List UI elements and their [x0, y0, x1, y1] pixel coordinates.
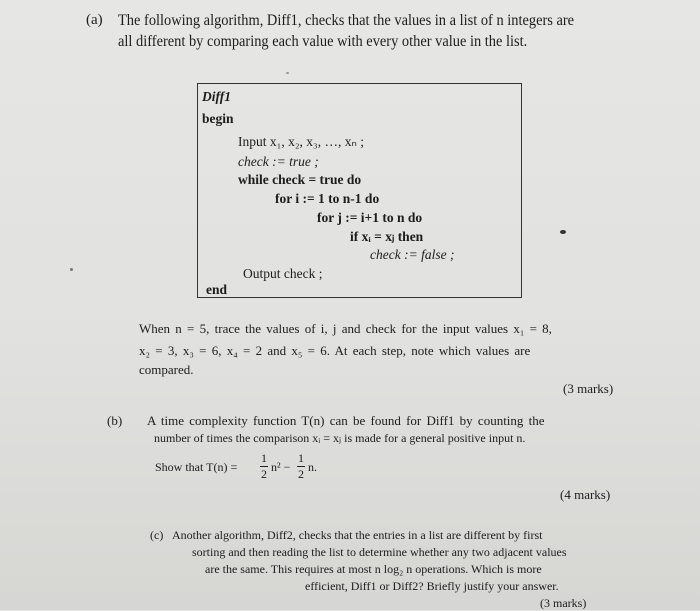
algorithm-line-for-j: for j := i+1 to n do: [317, 210, 423, 225]
part-c-marks: (3 marks): [540, 596, 587, 610]
part-c-label: (c): [150, 528, 164, 542]
algorithm-line-for-i: for i := 1 to n-1 do: [275, 191, 380, 206]
part-b-term2: n.: [308, 460, 317, 474]
fraction-denominator: 2: [261, 467, 267, 481]
trace-line2: x₂ = 3, x₃ = 6, x₄ = 2 and x₅ = 6. At each step, note which values are: [139, 343, 531, 358]
ink-mark: [560, 230, 566, 234]
algorithm-name: Diff1: [202, 89, 231, 104]
part-b-term1: n² −: [271, 460, 291, 474]
algorithm-end: end: [206, 282, 228, 297]
fraction-numerator: 1: [298, 451, 304, 465]
part-a-label: (a): [86, 12, 103, 28]
algorithm-line-input: Input x₁, x₂, x₃, …, xₙ ;: [238, 134, 364, 149]
algorithm-line-check-false: check := false ;: [370, 247, 455, 262]
part-a-intro-line1: The following algorithm, Diff1, checks that the values in a list of n integers are: [118, 12, 575, 29]
part-b-line1: A time complexity function T(n) can be found for Diff1 by counting the: [147, 413, 545, 428]
part-c-line1: Another algorithm, Diff2, checks that the entries in a list are different by first: [172, 528, 543, 542]
algorithm-line-check-init: check := true ;: [238, 154, 319, 169]
trace-line1: When n = 5, trace the values of i, j and check for the input values x₁ = 8,: [139, 321, 552, 336]
ink-mark: [286, 72, 289, 74]
fraction-numerator: 1: [261, 451, 267, 465]
algorithm-begin: begin: [202, 111, 234, 126]
part-a-intro-line2: all different by comparing each value with every other value in the list.: [118, 33, 528, 50]
fraction-one-half-a: [260, 451, 268, 482]
fraction-one-half-b: [297, 451, 305, 482]
part-c-line2: sorting and then reading the list to determine whether any two adjacent values: [192, 545, 567, 559]
algorithm-line-output: Output check ;: [243, 266, 323, 281]
trace-line3: compared.: [139, 362, 194, 377]
part-b-line2: number of times the comparison xᵢ = xⱼ is made for a general positive input n.: [154, 431, 526, 445]
part-b-marks: (4 marks): [560, 487, 611, 502]
part-c-line4: efficient, Diff1 or Diff2? Briefly justify your answer.: [305, 579, 559, 593]
algorithm-line-if: if xᵢ = xⱼ then: [350, 229, 424, 244]
trace-marks: (3 marks): [563, 381, 614, 396]
part-c-line3: are the same. This requires at most n log₂ n operations. Which is more: [205, 562, 542, 576]
fraction-denominator: 2: [298, 467, 304, 481]
part-b-show-that: Show that T(n) =: [155, 460, 238, 474]
ink-mark: [70, 268, 73, 271]
part-b-label: (b): [107, 413, 123, 428]
algorithm-line-while: while check = true do: [238, 172, 362, 187]
